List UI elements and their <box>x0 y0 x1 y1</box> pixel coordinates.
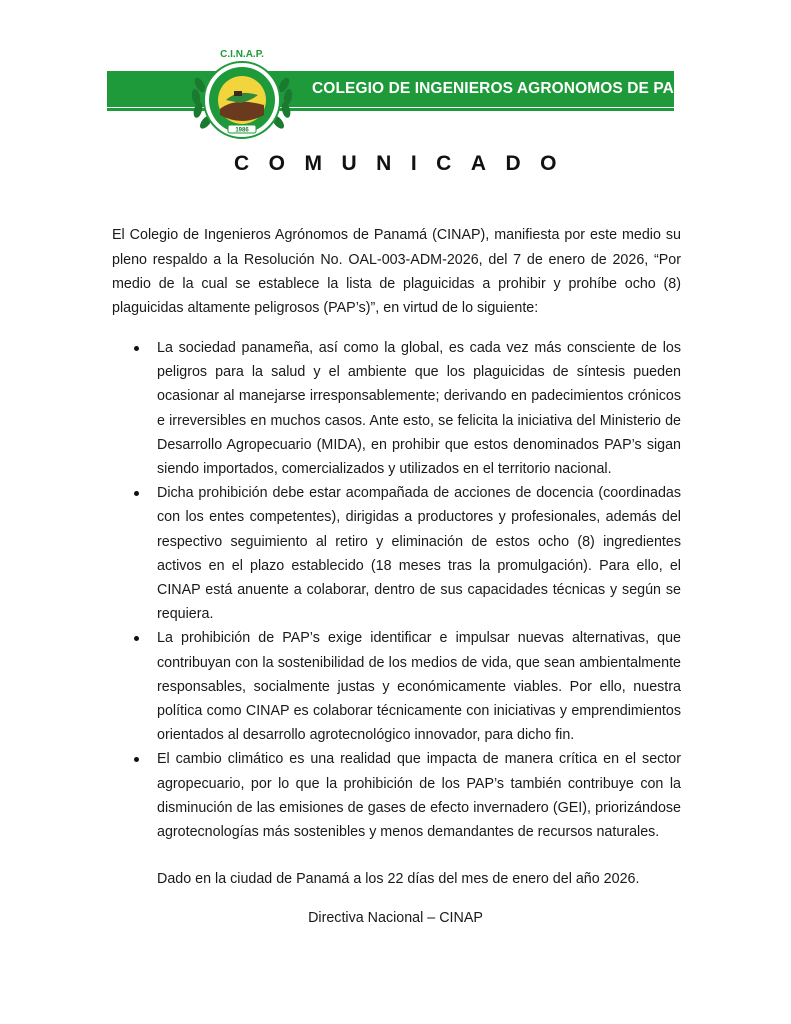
list-item <box>112 747 681 844</box>
signature: Directiva Nacional – CINAP <box>308 910 483 926</box>
list-item-text: La prohibición de PAP’s exige identificar e impulsar nuevas alternativas, que contribuyan con la sostenibilidad de los medios de vida, que sean ambientalmente responsables, socialmente justas y económicamente viables. Por ello, nuestra política como CINAP es colaborar técnicamente con iniciativas y emprendimientos orientados al desarrollo agrotecnológico innovador, para dicho fin. <box>157 630 681 744</box>
closing-line: Dado en la ciudad de Panamá a los 22 días del mes de enero del año 2026. <box>157 871 640 888</box>
page-title: COMUNICADO <box>234 152 576 175</box>
points-list <box>112 336 681 844</box>
bullet-icon <box>134 757 139 762</box>
list-item-text: El cambio climático es una realidad que impacta de manera crítica en el sector agropecuario, por lo que la prohibición de los PAP’s también contribuye con la disminución de las emisiones de gases de efecto invernadero (GEI), priorizándose agrotecnologías más sostenibles y menos demandantes de recursos naturales. <box>157 751 681 841</box>
logo-year: 1986 <box>235 127 249 134</box>
bullet-icon <box>134 491 139 496</box>
list-item-text: La sociedad panameña, así como la global, es cada vez más consciente de los peligros para la salud y el ambiente que los plaguicidas de síntesis pueden ocasionar al manejarse irresponsablemente; derivando en padecimientos crónicos e irreversibles en muchos casos. Ante esto, se felicita la iniciativa del Ministerio de Desarrollo Agropecuario (MIDA), en prohibir que estos denominados PAP’s sigan siendo importados, comercializados y utilizados en el territorio nacional. <box>157 340 681 478</box>
cinap-logo <box>180 45 304 141</box>
list-item-text: Dicha prohibición debe estar acompañada de acciones de docencia (coordinadas con los entes competentes), dirigidas a productores y profesionales, además del respectivo seguimiento al retiro y eliminación de estos ocho (8) ingredientes activos en el plazo establecido (18 meses tras la promulgación). Para ello, el CINAP está anuente a colaborar, dentro de sus capacidades técnicas y según se requiera. <box>157 485 681 623</box>
logo-lettering: C.I.N.A.P. <box>220 49 264 60</box>
bullet-icon <box>134 636 139 641</box>
list-item <box>112 336 681 481</box>
intro-paragraph: El Colegio de Ingenieros Agrónomos de Panamá (CINAP), manifiesta por este medio su pleno respaldo a la Resolución No. OAL-003-ADM-2026, del 7 de enero de 2026, “Por medio de la cual se establece la lista de plaguicidas a prohibir y prohíbe ocho (8) plaguicidas altamente peligrosos (PAP’s)”, en virtud de lo siguiente: <box>112 227 681 316</box>
list-item <box>112 481 681 626</box>
organization-name: COLEGIO DE INGENIEROS AGRONOMOS DE PANAMA <box>312 80 721 97</box>
bullet-icon <box>134 346 139 351</box>
list-item <box>112 626 681 747</box>
